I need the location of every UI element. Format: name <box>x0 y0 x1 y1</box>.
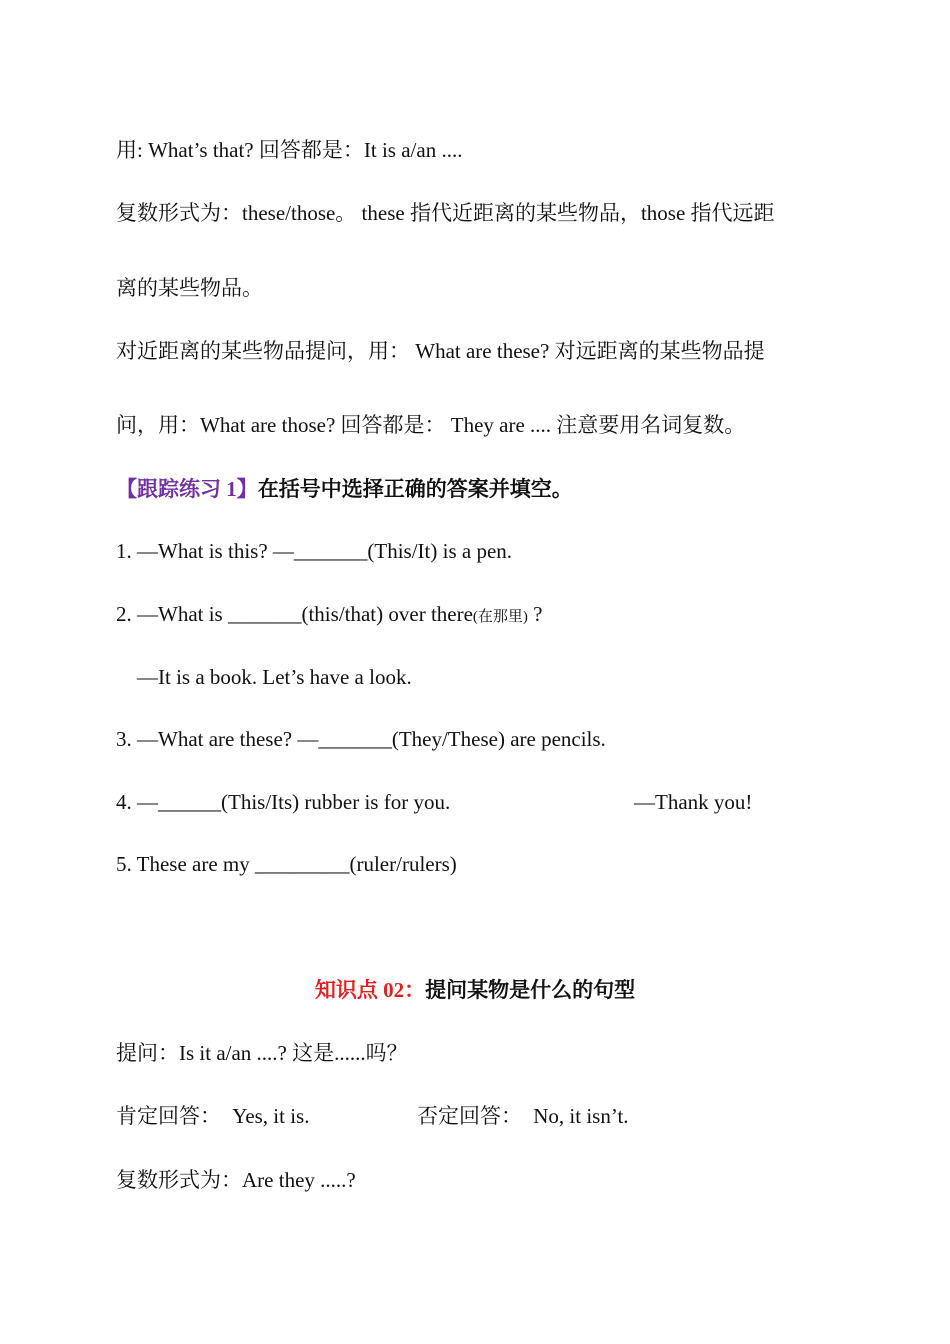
paragraph-line: 用: What’s that? 回答都是：It is a/an .... <box>116 138 463 162</box>
negative-answer <box>417 1101 629 1131</box>
section-label: 知识点 02： <box>314 978 426 1002</box>
paragraph-line: 复数形式为：these/those。 these 指代近距离的某些物品，those 指代远距 <box>116 201 775 225</box>
exercise-question-2 <box>116 599 543 632</box>
exercise-question-4: 4. —______(This/Its) rubber is for you. <box>116 790 451 814</box>
paragraph-line: 问，用：What are those? 回答都是： They are .... 注意要用名词复数。 <box>116 413 746 437</box>
paragraph-line: 离的某些物品。 <box>116 276 263 300</box>
question-gloss: (在那里) <box>472 609 528 625</box>
exercise-label: 【跟踪练习 1】 <box>116 477 258 501</box>
section-title: 提问某物是什么的句型 <box>425 978 636 1002</box>
paragraph-line: 对近距离的某些物品提问，用： What are these? 对远距离的某些物品提 <box>116 339 765 363</box>
negative-label: 否定回答： <box>417 1104 522 1128</box>
positive-text: Yes, it is. <box>232 1104 310 1128</box>
section-heading <box>0 975 950 1005</box>
paragraph-line: 复数形式为：Are they .....? <box>116 1168 356 1192</box>
question-text: 2. —What is _______(this/that) over there <box>116 602 473 626</box>
positive-answer <box>116 1101 309 1131</box>
positive-label: 肯定回答： <box>116 1104 221 1128</box>
question-end: ? <box>527 602 543 626</box>
exercise-answer-2: —It is a book. Let’s have a look. <box>137 665 412 689</box>
exercise-question-1: 1. —What is this? —_______(This/It) is a pen. <box>116 539 513 563</box>
exercise-answer-4: —Thank you! <box>634 790 753 814</box>
exercise-instruction: 在括号中选择正确的答案并填空。 <box>257 477 573 501</box>
exercise-question-3: 3. —What are these? —_______(They/These) are pencils. <box>116 727 606 751</box>
negative-text: No, it isn’t. <box>533 1104 629 1128</box>
exercise-heading <box>116 474 573 504</box>
paragraph-line: 提问：Is it a/an ....? 这是......吗？ <box>116 1041 408 1065</box>
exercise-question-5: 5. These are my _________(ruler/rulers) <box>116 852 457 876</box>
